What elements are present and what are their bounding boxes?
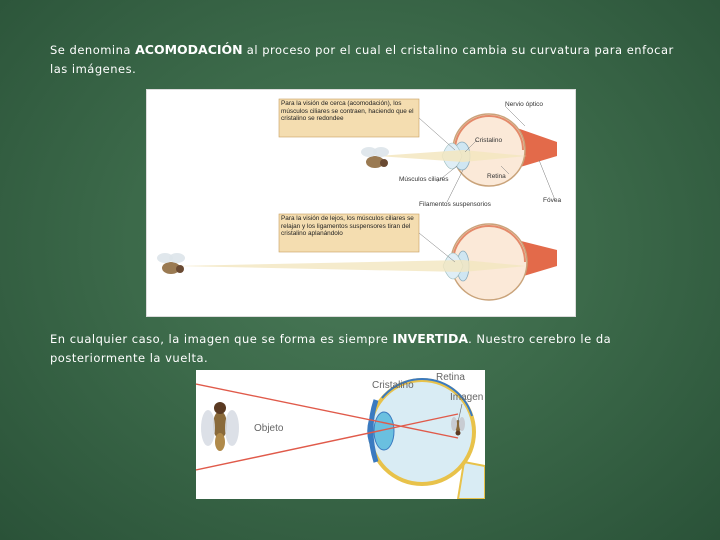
inverted-image-diagram: [196, 370, 485, 499]
paragraph2-text-after: . Nuestro cerebro le da posteriormente la vuelta.: [50, 332, 612, 365]
term-accommodation: ACOMODACIÓN: [135, 42, 243, 57]
term-inverted: INVERTIDA: [392, 331, 469, 346]
accommodation-diagram: [147, 90, 575, 316]
note-near: [281, 100, 418, 137]
label2-image: Imagen: [450, 392, 484, 403]
label2-retina: Retina: [436, 372, 465, 383]
label2-lens: Cristalino: [372, 380, 414, 391]
paragraph-accommodation: [50, 40, 675, 79]
paragraph-text-after: al proceso por el cual el cristalino cambia su curvatura para enfocar las imágenes.: [50, 43, 674, 76]
light-beam-far: [175, 260, 527, 272]
fly-near-icon: [361, 147, 389, 168]
fly-far-icon: [157, 253, 185, 274]
note-near-text: Para la visión de cerca (acomodación), los músculos ciliares se contraen, haciendo que el cristalino se redondee: [281, 100, 414, 123]
label-retina: Retina: [487, 173, 506, 180]
figure-inverted-image-diagram: [196, 370, 485, 499]
label-ciliary: Músculos ciliares: [399, 176, 449, 183]
paragraph-text-before: Se denomina: [50, 43, 136, 57]
label2-object: Objeto: [254, 423, 284, 434]
label-fibers: Filamentos suspensorios: [419, 201, 491, 208]
fly-object-icon: [201, 402, 239, 451]
paragraph-inverted: [50, 329, 685, 368]
label-fovea: Fóvea: [543, 197, 562, 204]
note-far: [281, 215, 418, 252]
figure-accommodation-diagram: [146, 89, 576, 317]
label-optic-nerve: Nervio óptico: [505, 101, 543, 108]
note-far-text: Para la visión de lejos, los músculos ciliares se relajan y los ligamentos suspensores tiran del cristalino aplanándolo: [281, 215, 414, 238]
paragraph2-text-before: En cualquier caso, la imagen que se forma es siempre: [50, 332, 393, 346]
label-lens: Cristalino: [475, 137, 503, 144]
